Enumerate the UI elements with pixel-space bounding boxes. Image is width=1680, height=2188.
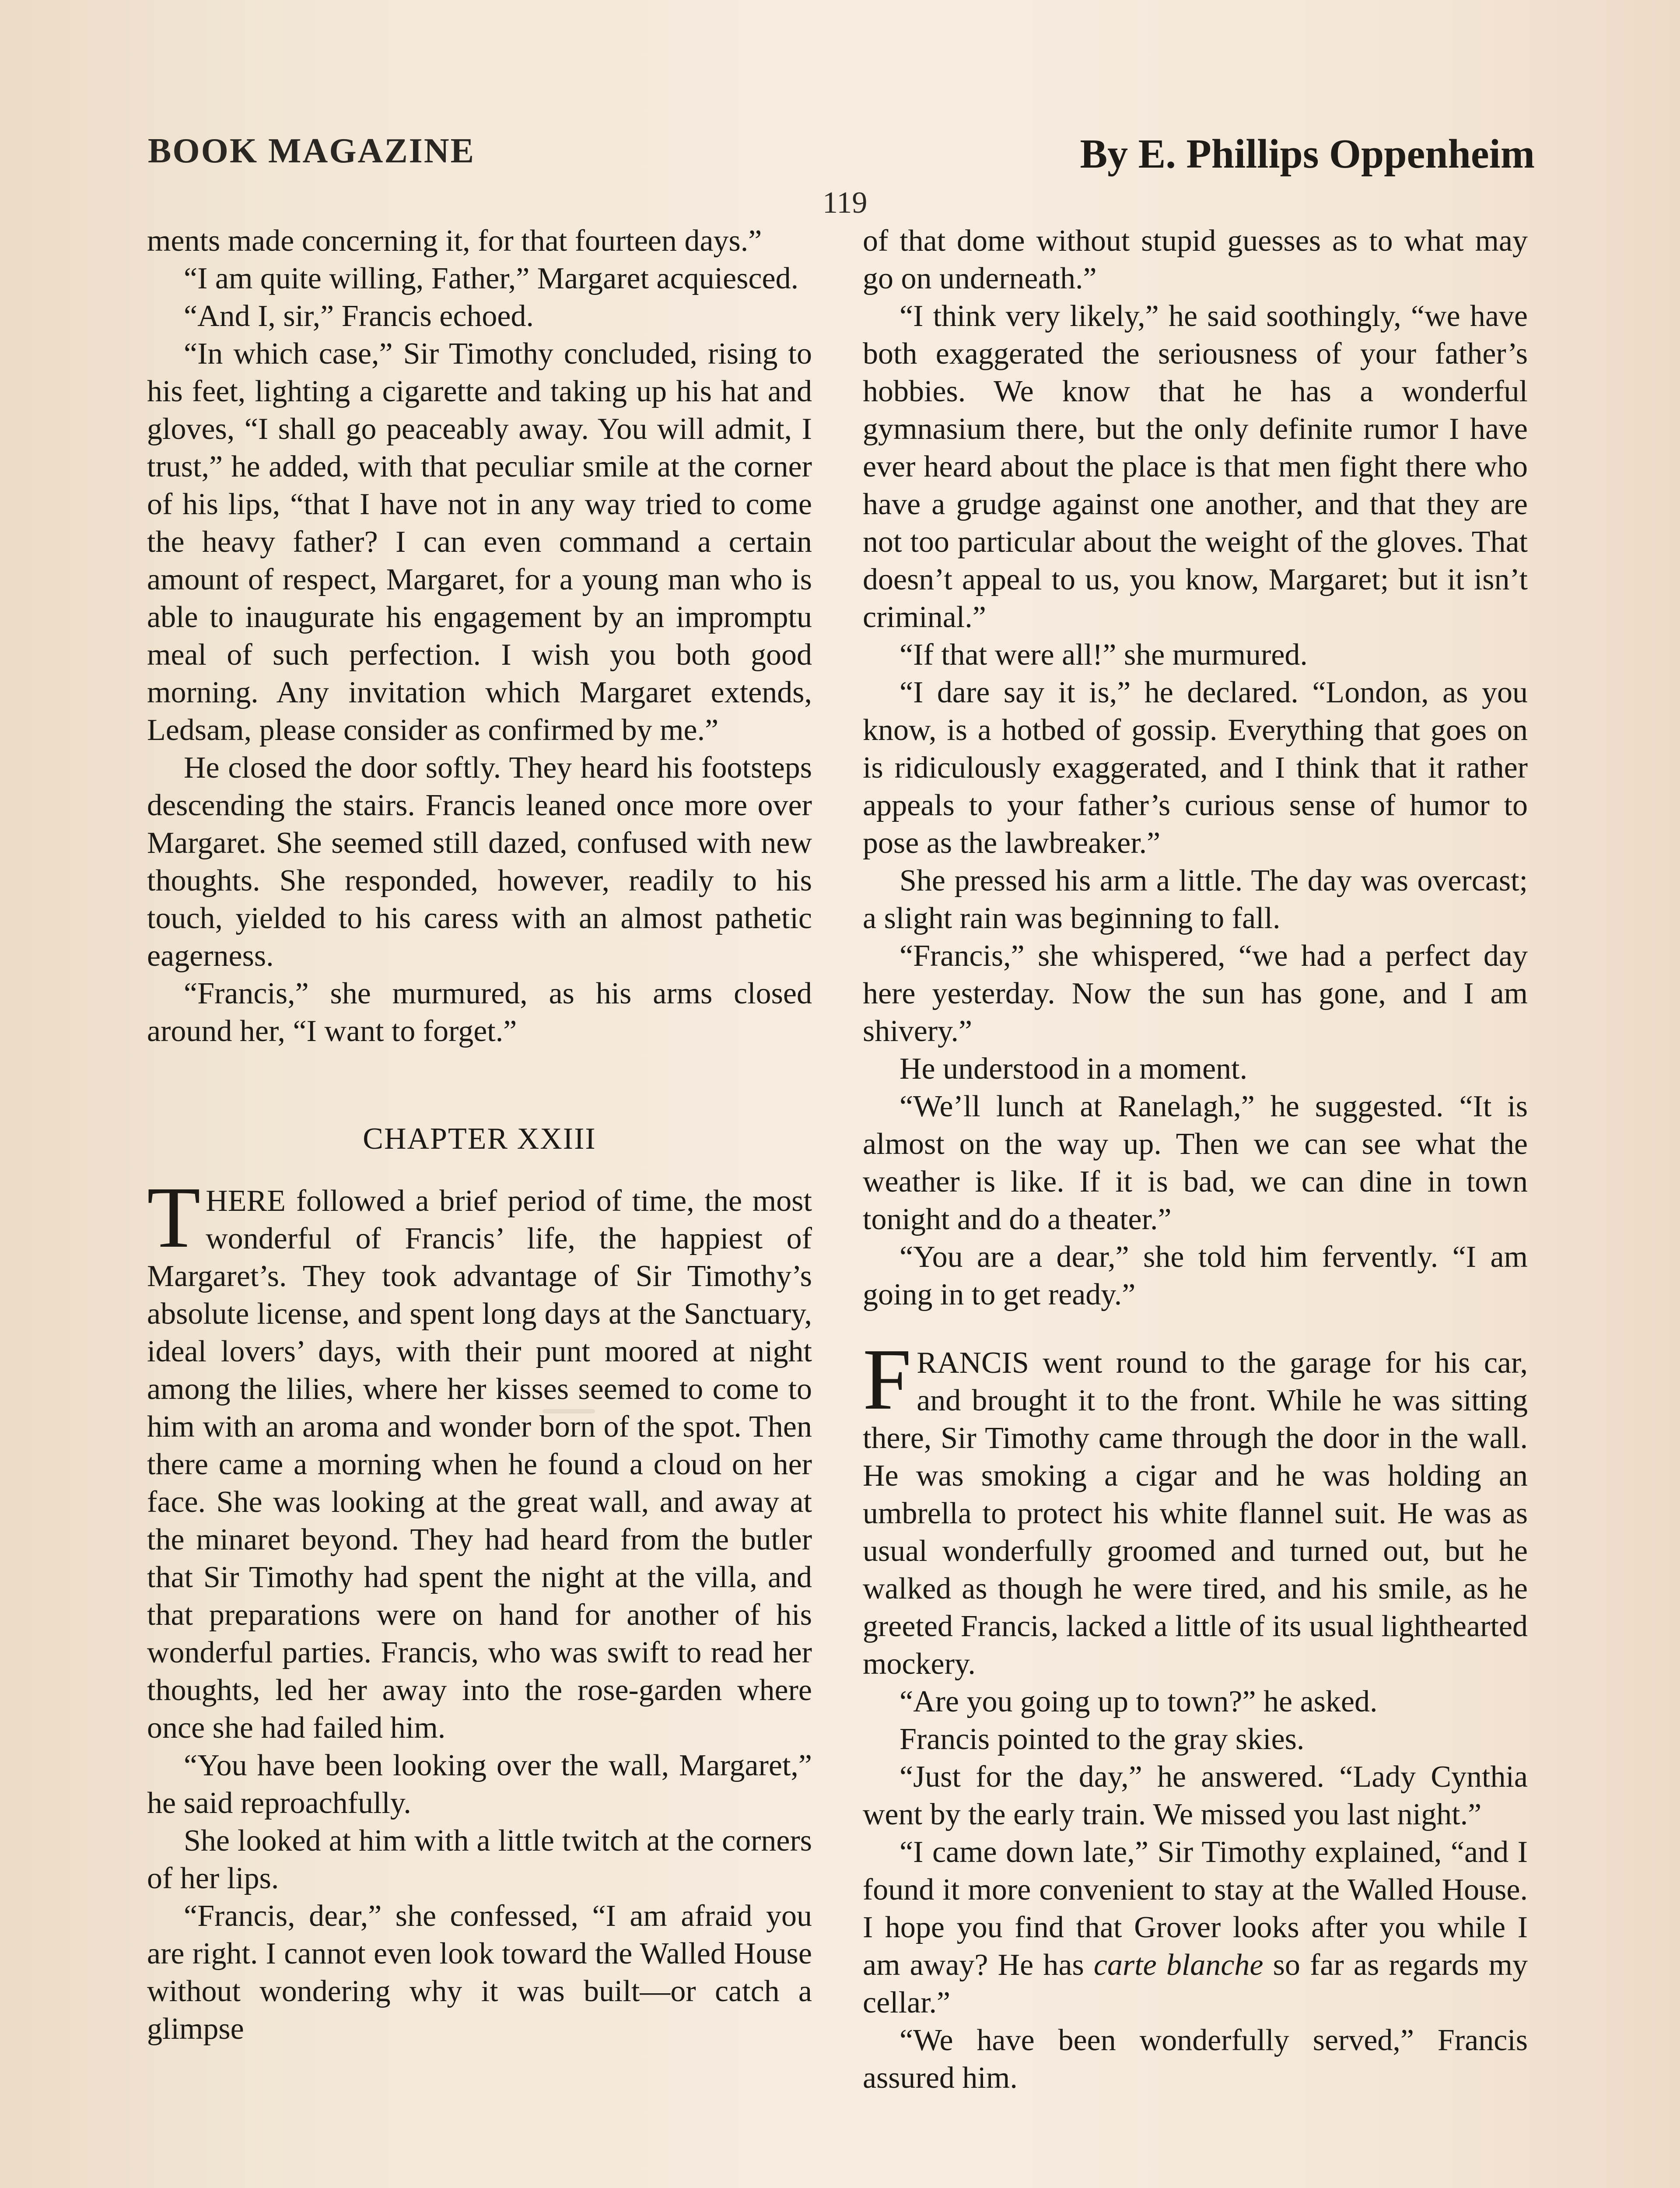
paragraph-text: RANCIS went round to the garage for his car, and brought it to the front. While he was sitting there, Sir Timothy came through the door in the wall. He was smoking a cigar and he was holding an umbrella to protect his white flannel suit. He was as usual wonderfully groomed and turned out, but he walked as though he were tired, and his smile, as he greeted Francis, lacked a little of its usual lighthearted mockery. (863, 1346, 1528, 1681)
left-column (147, 222, 812, 2048)
paragraph: “And I, sir,” Francis echoed. (184, 299, 534, 333)
chapter-title: CHAPTER XXIII (363, 1122, 596, 1156)
paragraph-text: HERE followed a brief period of time, the most wonderful of Francis’ life, the happiest of Margaret’s. They took advantage of Sir Timothy’s absolute license, and spent long days at the Sanctuary, ideal lovers’ days, with their punt moored at night among the lilies, where her kisses seemed to come to him with an aroma and wonder born of the spot. Then there came a morning when he found a cloud on her face. She was looking at the great wall, and away at the minaret beyond. They had heard from the butler that Sir Timothy had spent the night at the villa, and that preparations were on hand for another of his wonderful parties. Francis, who was swift to read her thoughts, led her away into the rose-garden where once she had failed him. (147, 1184, 812, 1745)
paragraph: “I dare say it is,” he declared. “London, as you know, is a hotbed of gossip. Everything that goes on is ridiculously exaggerated, and I think that it rather appeals to your father’s curious sense of humor to pose as the lawbreaker.” (863, 676, 1528, 860)
magazine-title: BOOK MAGAZINE (148, 132, 475, 170)
italic-phrase: carte blanche (1093, 1948, 1264, 1982)
paper-mark (542, 1409, 595, 1413)
section-break (863, 1314, 1528, 1344)
paragraph: ments made concerning it, for that fourteen days.” (147, 224, 762, 258)
right-column (863, 222, 1528, 2097)
chapter-opening-paragraph (147, 1169, 812, 1747)
paragraph: “If that were all!” she murmured. (900, 638, 1308, 672)
author-byline: By E. Phillips Oppenheim (1080, 131, 1535, 177)
paragraph: “You are a dear,” she told him fervently. “I am going in to get ready.” (863, 1240, 1528, 1311)
paragraph: She looked at him with a little twitch at the corners of her lips. (147, 1824, 812, 1895)
paragraph: He closed the door softly. They heard his footsteps descending the stairs. Francis leaned once more over Margaret. She seemed still dazed, confused with new thoughts. She responded, however, readily to his touch, yielded to his caress with an almost pathetic eagerness. (147, 751, 812, 973)
paragraph: “You have been looking over the wall, Margaret,” he said reproachfully. (147, 1749, 812, 1820)
paragraph: “Just for the day,” he answered. “Lady Cynthia went by the early train. We missed you last night.” (863, 1760, 1528, 1831)
drop-cap: F (863, 1331, 912, 1428)
paragraph: She pressed his arm a little. The day was overcast; a slight rain was beginning to fall. (863, 864, 1528, 935)
paragraph: “Are you going up to town?” he asked. (900, 1685, 1378, 1718)
paragraph: Francis pointed to the gray skies. (900, 1722, 1305, 1756)
drop-cap: T (147, 1169, 201, 1266)
paragraph: “I am quite willing, Father,” Margaret acquiesced. (184, 262, 799, 295)
section-opening-paragraph (863, 1331, 1528, 1683)
paragraph: He understood in a moment. (900, 1052, 1248, 1086)
paragraph: “Francis,” she murmured, as his arms closed around her, “I want to forget.” (147, 977, 812, 1048)
paragraph: of that dome without stupid guesses as to what may go on underneath.” (863, 224, 1528, 295)
paragraph: “Francis, dear,” she confessed, “I am afraid you are right. I cannot even look toward the Walled House without wondering why it was built—or catch a glimpse (147, 1899, 812, 2046)
paragraph: “We’ll lunch at Ranelagh,” he suggested. “It is almost on the way up. Then we can see what the weather is like. If it is bad, we can dine in town tonight and do a theater.” (863, 1090, 1528, 1236)
paragraph (863, 1834, 1528, 2022)
paragraph-text: so far as regards my cellar.” (863, 1948, 1528, 2020)
paragraph: “Francis,” she whispered, “we had a perfect day here yesterday. Now the sun has gone, and I am shivery.” (863, 939, 1528, 1048)
paragraph-text: “I came down late,” Sir Timothy explained, “and I found it more convenient to stay at the Walled House. I hope you find that Grover looks after you while I am away? He has (863, 1835, 1528, 1982)
paragraph: “We have been wonderfully served,” Francis assured him. (863, 2023, 1528, 2095)
paragraph: “In which case,” Sir Timothy concluded, rising to his feet, lighting a cigarette and taking up his hat and gloves, “I shall go peaceably away. You will admit, I trust,” he added, with that peculiar smile at the corner of his lips, “that I have not in any way tried to come the heavy father? I can even command a certain amount of respect, Margaret, for a young man who is able to inaugurate his engagement by an impromptu meal of such perfection. I wish you both good morning. Any invitation which Margaret extends, Ledsam, please consider as confirmed by me.” (147, 337, 812, 747)
page-number: 119 (822, 186, 868, 220)
paragraph: “I think very likely,” he said soothingly, “we have both exaggerated the seriousness of your father’s hobbies. We know that he has a wonderful gymnasium there, but the only definite rumor I have ever heard about the place is that men fight there who have a grudge against one another, and that they are not too particular about the weight of the gloves. That doesn’t appeal to us, you know, Margaret; but it isn’t criminal.” (863, 299, 1528, 634)
